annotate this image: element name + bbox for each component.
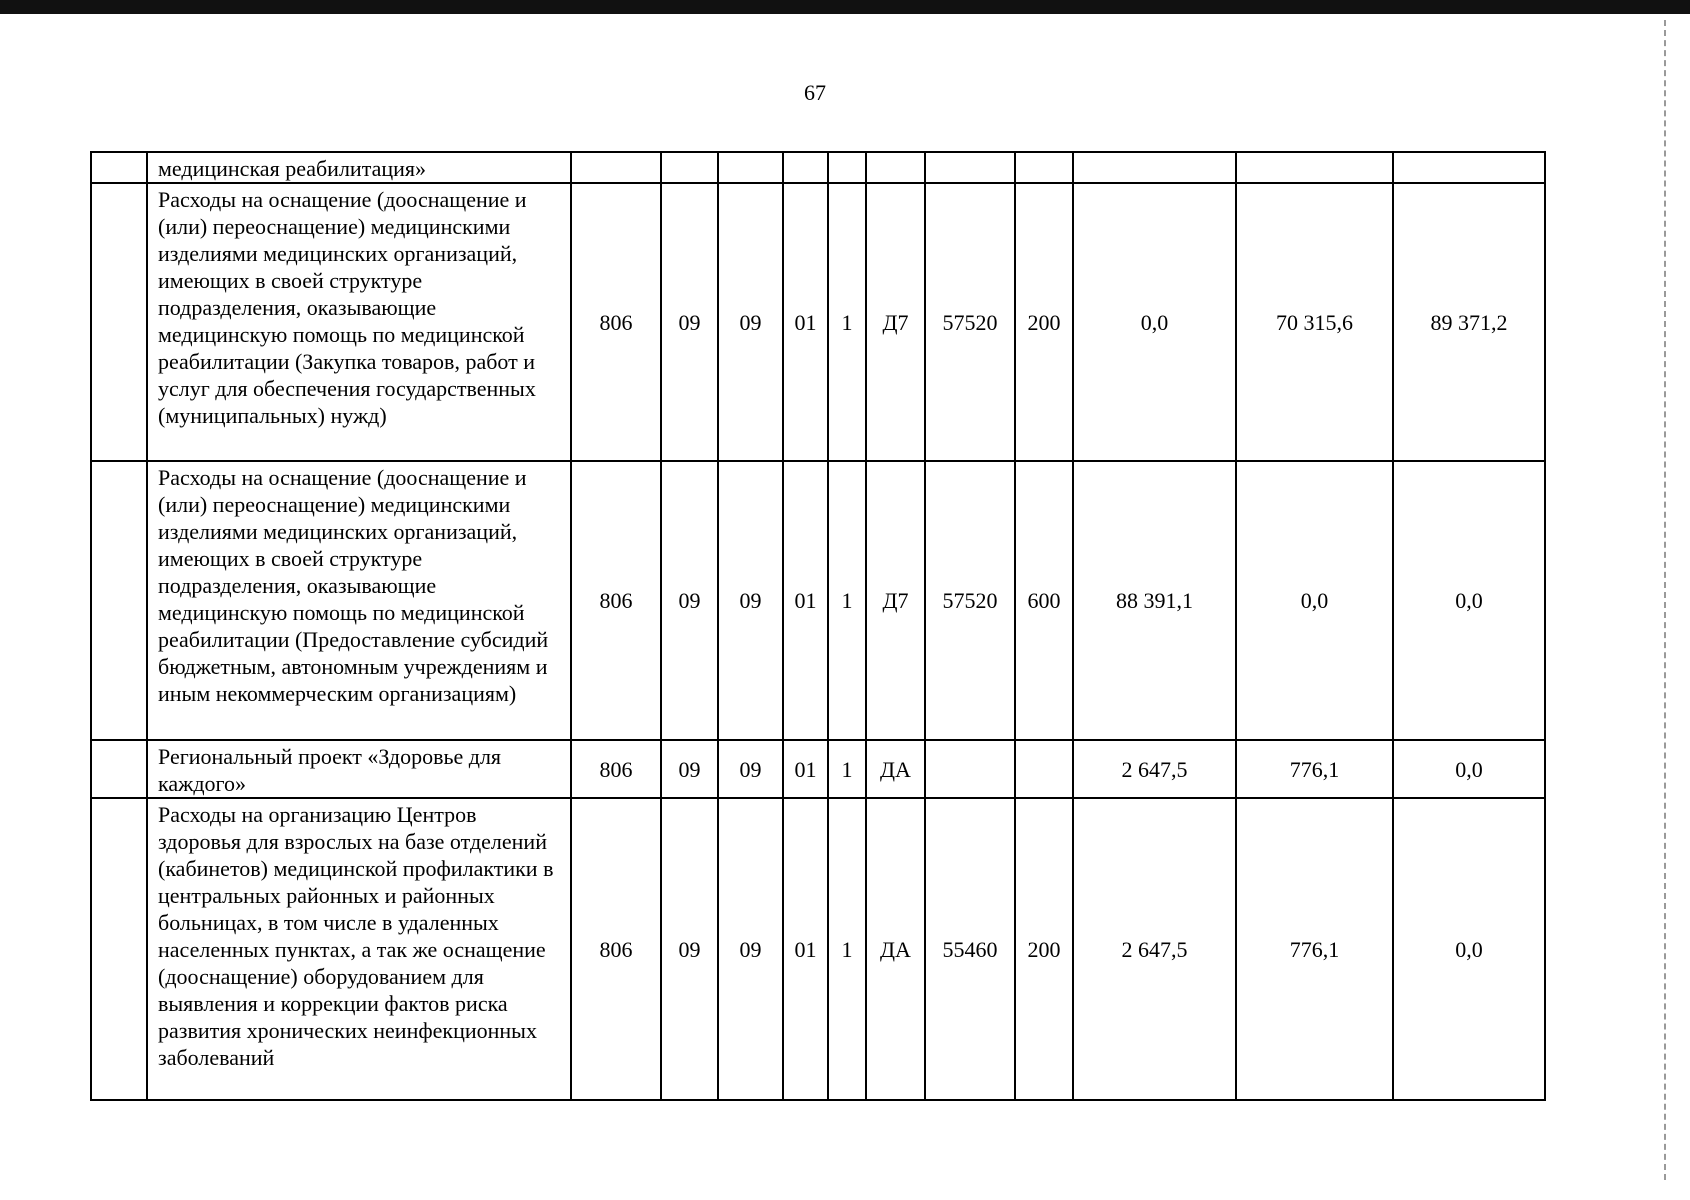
amount-3-cell: 89 371,2 xyxy=(1393,183,1545,461)
subprogram-cell: 1 xyxy=(828,740,866,798)
subprogram-cell: 1 xyxy=(828,798,866,1100)
subsection-cell: 09 xyxy=(718,461,783,740)
project-cell: Д7 xyxy=(866,461,925,740)
row-number-cell xyxy=(91,152,147,183)
program-cell xyxy=(783,152,828,183)
table-row xyxy=(91,461,1545,740)
scan-top-border xyxy=(0,0,1690,14)
subprogram-cell: 1 xyxy=(828,183,866,461)
ministry-code-cell: 806 xyxy=(571,461,661,740)
amount-2-cell: 776,1 xyxy=(1236,740,1393,798)
expense-type-cell: 200 xyxy=(1015,183,1073,461)
amount-1-cell: 88 391,1 xyxy=(1073,461,1236,740)
table-row xyxy=(91,740,1545,798)
page-number: 67 xyxy=(804,80,826,105)
amount-3-cell: 0,0 xyxy=(1393,461,1545,740)
amount-2-cell: 0,0 xyxy=(1236,461,1393,740)
subsection-cell: 09 xyxy=(718,183,783,461)
amount-1-cell: 0,0 xyxy=(1073,183,1236,461)
project-cell: ДА xyxy=(866,798,925,1100)
project-cell: ДА xyxy=(866,740,925,798)
direction-cell: 57520 xyxy=(925,183,1015,461)
direction-cell: 57520 xyxy=(925,461,1015,740)
program-cell: 01 xyxy=(783,183,828,461)
direction-cell xyxy=(925,740,1015,798)
ministry-code-cell: 806 xyxy=(571,183,661,461)
subsection-cell: 09 xyxy=(718,740,783,798)
project-cell xyxy=(866,152,925,183)
direction-cell xyxy=(925,152,1015,183)
section-cell: 09 xyxy=(661,798,718,1100)
subsection-cell xyxy=(718,152,783,183)
expense-type-cell: 200 xyxy=(1015,798,1073,1100)
amount-2-cell: 70 315,6 xyxy=(1236,183,1393,461)
description-cell: Расходы на оснащение (дооснащение и (или) переоснащение) медицинскими изделиями медицинских организаций, имеющих в своей структуре подразделения, оказывающие медицинскую помощь по медицинской реабилитации (Закупка товаров, работ и услуг для обеспечения государственных (муниципальных) нужд) xyxy=(147,183,571,461)
description-cell: Расходы на оснащение (дооснащение и (или) переоснащение) медицинскими изделиями медицинских организаций, имеющих в своей структуре подразделения, оказывающие медицинскую помощь по медицинской реабилитации (Предоставление субсидий бюджетным, автономным учреждениям и иным некоммерческим организациям) xyxy=(147,461,571,740)
subprogram-cell: 1 xyxy=(828,461,866,740)
section-cell: 09 xyxy=(661,183,718,461)
row-number-cell xyxy=(91,740,147,798)
budget-table xyxy=(90,151,1546,1101)
amount-1-cell: 2 647,5 xyxy=(1073,798,1236,1100)
amount-3-cell: 0,0 xyxy=(1393,798,1545,1100)
program-cell: 01 xyxy=(783,798,828,1100)
row-number-cell xyxy=(91,461,147,740)
amount-3-cell: 0,0 xyxy=(1393,740,1545,798)
description-cell: Расходы на организацию Центров здоровья для взрослых на базе отделений (кабинетов) медицинской профилактики в центральных районных и районных больницах, в том числе в удаленных населенных пунктах, а так же оснащение (дооснащение) оборудованием для выявления и коррекции фактов риска развития хронических неинфекционных заболеваний xyxy=(147,798,571,1100)
program-cell: 01 xyxy=(783,740,828,798)
amount-1-cell: 2 647,5 xyxy=(1073,740,1236,798)
direction-cell: 55460 xyxy=(925,798,1015,1100)
table-row xyxy=(91,798,1545,1100)
section-cell xyxy=(661,152,718,183)
amount-3-cell xyxy=(1393,152,1545,183)
scan-right-edge xyxy=(1664,20,1666,1180)
amount-2-cell xyxy=(1236,152,1393,183)
row-number-cell xyxy=(91,798,147,1100)
project-cell: Д7 xyxy=(866,183,925,461)
expense-type-cell xyxy=(1015,740,1073,798)
amount-1-cell xyxy=(1073,152,1236,183)
amount-2-cell: 776,1 xyxy=(1236,798,1393,1100)
subprogram-cell xyxy=(828,152,866,183)
table-row xyxy=(91,183,1545,461)
expense-type-cell: 600 xyxy=(1015,461,1073,740)
description-cell: Региональный проект «Здоровье для каждого» xyxy=(147,740,571,798)
expense-type-cell xyxy=(1015,152,1073,183)
program-cell: 01 xyxy=(783,461,828,740)
ministry-code-cell: 806 xyxy=(571,798,661,1100)
subsection-cell: 09 xyxy=(718,798,783,1100)
table-row xyxy=(91,152,1545,183)
row-number-cell xyxy=(91,183,147,461)
section-cell: 09 xyxy=(661,461,718,740)
ministry-code-cell: 806 xyxy=(571,740,661,798)
section-cell: 09 xyxy=(661,740,718,798)
description-cell: медицинская реабилитация» xyxy=(147,152,571,183)
ministry-code-cell xyxy=(571,152,661,183)
